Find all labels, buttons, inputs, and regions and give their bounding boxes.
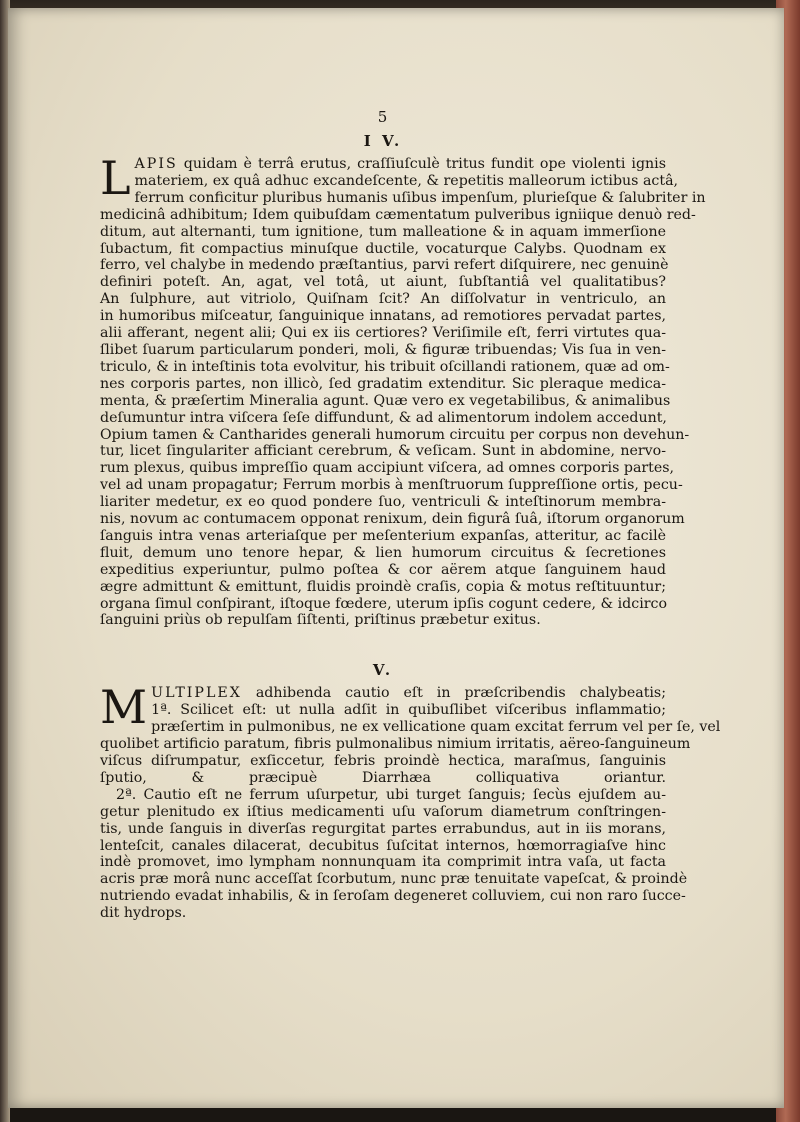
text-line: nutriendo evadat inhabilis, & in ſeroſam degeneret colluviem, cui non raro ſucce- (100, 888, 686, 905)
text-line: getur plenitudo ex iſtius medicamenti uſu vaſorum diametrum conſtringen- (100, 803, 666, 820)
text-line (100, 685, 666, 702)
first-line-text: quidam è terrâ erutus, craſſiuſculè tritus fundit ope violenti ignis (183, 156, 667, 172)
page-number: 5 (377, 108, 389, 126)
text-line: An ſulphure, aut vitriolo, Quiſnam ſcit? An diſſolvatur in ventriculo, an (100, 291, 666, 308)
text-line: ferrum conficitur pluribus humanis uſibus impenſum, plurieſque & ſalubriter in (134, 189, 706, 206)
text-line: materiem, ex quâ adhuc excandeſcente, & repetitis malleorum ictibus actâ, (134, 172, 679, 189)
text-line: tur, licet ſingulariter afficiant cerebrum, & veſicam. Sunt in abdomine, nervo- (100, 443, 666, 460)
text-line: vel ad unam propagatur; Ferrum morbis à menſtruorum ſuppreſſione ortis, pecu- (100, 477, 683, 494)
text-line: ſanguis intra venas arteriaſque per meſenterium expanſas, atteritur, ac facilè (100, 527, 666, 544)
text-line: indè promovet, imo lympham nonnunquam ita comprimit intra vaſa, ut facta (100, 854, 666, 871)
text-line: ſanguini priùs ob repulſam ſiſtenti, priſtinus præbetur exitus. (100, 612, 541, 629)
text-line: menta, & præſertim Mineralia agunt. Quæ vero ex vegetabilibus, & animalibus (100, 392, 671, 409)
text-line: 2ª. Cautio eſt ne ferrum uſurpetur, ubi turget ſanguis; ſecùs ejuſdem au- (116, 786, 666, 803)
section-heading-iv: I V. (363, 132, 403, 150)
text-line: lenteſcit, canales dilacerat, decubitus ſuſcitat internos, hœmorragiaſve hinc (100, 837, 666, 854)
text-line: ſubactum, fit compactius minuſque ductile, vocaturque Calybs. Quodnam ex (100, 240, 666, 257)
paragraph-section-iv (100, 151, 706, 629)
book-page (8, 8, 784, 1108)
text-line: ditum, aut alternanti, tum ignitione, tum malleatione & in aquam immerſione (100, 223, 666, 240)
text-line: dit hydrops. (100, 905, 187, 922)
section-heading-v: V. (372, 661, 394, 680)
text-line: nes corporis partes, non illicò, ſed gradatim extenditur. Sic pleraque medica- (100, 375, 666, 392)
text-line: quolibet artificio paratum, fibris pulmonalibus nimium irritatis, aëreo-ſanguineum (100, 736, 691, 753)
text-line: ſlibet ſuarum particularum ponderi, moli, & figuræ tribuendas; Vis ſua in ven- (100, 341, 666, 358)
text-line: ægre admittunt & emittunt, fluidis proindè craſis, copia & motus reſtituuntur; (100, 578, 666, 595)
text-line: liariter medetur, ex eo quod pondere ſuo, ventriculi & inteſtinorum membra- (100, 494, 666, 511)
text-line: rum plexus, quibus impreſſio quam accipiunt viſcera, ad omnes corporis partes, (100, 460, 675, 477)
text-line: fluit, demum uno tenore hepar, & lien humorum circuitus & ſecretiones (100, 544, 666, 561)
text-line: expeditius experiuntur, pulmo poſtea & cor aërem atque ſanguinem haud (100, 561, 666, 578)
first-word-caps: APIS (134, 156, 178, 172)
text-line: medicinâ adhibitum; Idem quibuſdam cæmentatum pulveribus igniique denuò red- (100, 206, 696, 223)
page-content (100, 108, 721, 922)
dropcap-m: M (100, 680, 148, 735)
text-line: tis, unde ſanguis in diverſas regurgitat partes errabundus, aut in iis morans, (100, 820, 666, 837)
text-line: nis, novum ac contumacem opponat renixum, dein figurâ ſuâ, iſtorum organorum (100, 511, 685, 528)
text-line (100, 156, 666, 173)
first-word-caps: ULTIPLEX (151, 685, 242, 702)
dropcap-l: L (100, 151, 131, 205)
text-line: definiri poteſt. An, agat, vel totâ, ut aiunt, ſubſtantiâ vel qualitatibus? (100, 274, 666, 291)
first-line-text: adhibenda cautio eſt in præſcribendis chalybeatis; (255, 685, 666, 702)
text-line: triculo, & in inteſtinis tota evolvitur, his tribuit oſcillandi rationem, quæ ad om- (100, 358, 670, 375)
text-line: ſputio, & præcipuè Diarrhæa colliquativa oriantur. (100, 769, 666, 786)
text-line: deſumuntur intra viſcera ſeſe diffundunt, & ad alimentorum indolem accedunt, (100, 409, 667, 426)
text-line: acris præ morâ nunc acceſſat ſcorbutum, nunc præ tenuitate vapeſcat, & proindè (100, 871, 688, 888)
text-line: organa ſimul conſpirant, iſtoque fœdere, uterum ipſis cogunt cedere, & idcirco (100, 595, 668, 612)
text-line: ferro, vel chalybe in medendo præſtantius, parvi refert diſquirere, nec genuinè (100, 257, 669, 274)
text-line: alii afferant, negent alii; Qui ex iis certiores? Veriſimile eſt, ferri virtutes qua- (100, 325, 666, 342)
text-line: Opium tamen & Cantharides generali humorum circuitu per corpus non devehun- (100, 426, 690, 443)
text-line: in humoribus miſceatur, ſanguinique innatans, ad remotiores pervadat partes, (100, 308, 666, 325)
text-line: viſcus diſrumpatur, exſiccetur, febris proindè hectica, maraſmus, ſanguinis (100, 753, 666, 769)
text-line: 1ª. Scilicet eſt: ut nulla adſit in quibuſlibet viſceribus inflammatio; (151, 702, 666, 719)
text-line: præſertim in pulmonibus, ne ex vellicatione quam excitat ferrum vel per ſe, vel (151, 719, 721, 736)
paragraph-section-v (100, 680, 721, 922)
